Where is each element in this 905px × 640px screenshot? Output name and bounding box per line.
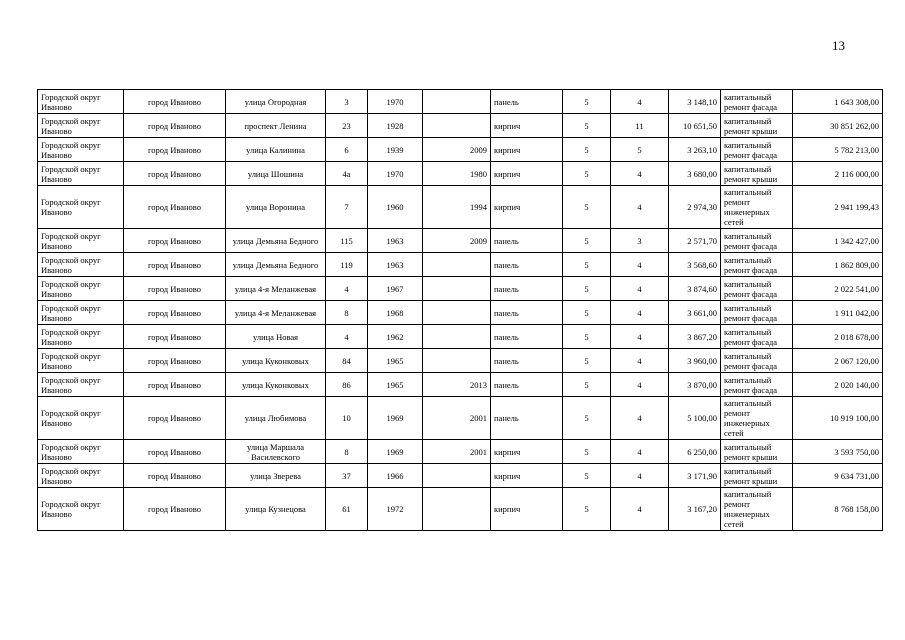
entrances-cell: 4 bbox=[611, 464, 669, 488]
area-cell: 3 167,20 bbox=[669, 488, 721, 531]
city-cell: город Иваново bbox=[124, 397, 226, 440]
district-cell: Городской округ Иваново bbox=[38, 397, 124, 440]
last-repair-year-cell bbox=[423, 90, 491, 114]
street-cell: улица 4-я Меланжевая bbox=[226, 301, 326, 325]
cost-cell: 2 020 140,00 bbox=[793, 373, 883, 397]
repair-type-cell: капитальный ремонт фасада bbox=[721, 253, 793, 277]
table-row bbox=[38, 488, 883, 531]
district-cell: Городской округ Иваново bbox=[38, 373, 124, 397]
entrances-cell: 4 bbox=[611, 253, 669, 277]
wall-material-cell: панель bbox=[491, 253, 563, 277]
wall-material-cell: кирпич bbox=[491, 488, 563, 531]
last-repair-year-cell: 2009 bbox=[423, 138, 491, 162]
repair-type-cell: капитальный ремонт фасада bbox=[721, 325, 793, 349]
cost-cell: 3 593 750,00 bbox=[793, 440, 883, 464]
floors-cell: 5 bbox=[563, 349, 611, 373]
area-cell: 3 148,10 bbox=[669, 90, 721, 114]
house-number-cell: 37 bbox=[326, 464, 368, 488]
floors-cell: 5 bbox=[563, 253, 611, 277]
street-cell: улица Демьяна Бедного bbox=[226, 253, 326, 277]
city-cell: город Иваново bbox=[124, 229, 226, 253]
district-cell: Городской округ Иваново bbox=[38, 186, 124, 229]
entrances-cell: 11 bbox=[611, 114, 669, 138]
cost-cell: 2 941 199,43 bbox=[793, 186, 883, 229]
year-built-cell: 1963 bbox=[368, 229, 423, 253]
table-row bbox=[38, 440, 883, 464]
last-repair-year-cell bbox=[423, 349, 491, 373]
city-cell: город Иваново bbox=[124, 277, 226, 301]
city-cell: город Иваново bbox=[124, 349, 226, 373]
last-repair-year-cell bbox=[423, 277, 491, 301]
repair-type-cell: капитальный ремонт крыши bbox=[721, 440, 793, 464]
street-cell: улица Зверева bbox=[226, 464, 326, 488]
repair-type-cell: капитальный ремонт инженерных сетей bbox=[721, 488, 793, 531]
district-cell: Городской округ Иваново bbox=[38, 325, 124, 349]
cost-cell: 30 851 262,00 bbox=[793, 114, 883, 138]
table-row bbox=[38, 253, 883, 277]
house-number-cell: 61 bbox=[326, 488, 368, 531]
street-cell: улица Маршала Василевского bbox=[226, 440, 326, 464]
last-repair-year-cell bbox=[423, 301, 491, 325]
house-number-cell: 4 bbox=[326, 325, 368, 349]
street-cell: улица Куконковых bbox=[226, 373, 326, 397]
wall-material-cell: кирпич bbox=[491, 440, 563, 464]
city-cell: город Иваново bbox=[124, 253, 226, 277]
district-cell: Городской округ Иваново bbox=[38, 349, 124, 373]
floors-cell: 5 bbox=[563, 90, 611, 114]
table-row bbox=[38, 325, 883, 349]
year-built-cell: 1968 bbox=[368, 301, 423, 325]
repair-type-cell: капитальный ремонт инженерных сетей bbox=[721, 397, 793, 440]
repair-type-cell: капитальный ремонт крыши bbox=[721, 114, 793, 138]
city-cell: город Иваново bbox=[124, 90, 226, 114]
city-cell: город Иваново bbox=[124, 162, 226, 186]
cost-cell: 2 067 120,00 bbox=[793, 349, 883, 373]
last-repair-year-cell bbox=[423, 464, 491, 488]
year-built-cell: 1963 bbox=[368, 253, 423, 277]
repair-type-cell: капитальный ремонт фасада bbox=[721, 373, 793, 397]
city-cell: город Иваново bbox=[124, 114, 226, 138]
area-cell: 3 171,90 bbox=[669, 464, 721, 488]
year-built-cell: 1965 bbox=[368, 373, 423, 397]
repair-type-cell: капитальный ремонт фасада bbox=[721, 90, 793, 114]
table-row bbox=[38, 397, 883, 440]
entrances-cell: 4 bbox=[611, 277, 669, 301]
cost-cell: 1 643 308,00 bbox=[793, 90, 883, 114]
floors-cell: 5 bbox=[563, 114, 611, 138]
entrances-cell: 4 bbox=[611, 397, 669, 440]
house-number-cell: 8 bbox=[326, 440, 368, 464]
house-number-cell: 86 bbox=[326, 373, 368, 397]
wall-material-cell: панель bbox=[491, 397, 563, 440]
table-row bbox=[38, 301, 883, 325]
wall-material-cell: панель bbox=[491, 301, 563, 325]
district-cell: Городской округ Иваново bbox=[38, 253, 124, 277]
house-number-cell: 23 bbox=[326, 114, 368, 138]
cost-cell: 1 862 809,00 bbox=[793, 253, 883, 277]
table-row bbox=[38, 162, 883, 186]
cost-cell: 2 116 000,00 bbox=[793, 162, 883, 186]
street-cell: улица Демьяна Бедного bbox=[226, 229, 326, 253]
year-built-cell: 1960 bbox=[368, 186, 423, 229]
repair-type-cell: капитальный ремонт фасада bbox=[721, 138, 793, 162]
table-row bbox=[38, 90, 883, 114]
wall-material-cell: панель bbox=[491, 325, 563, 349]
cost-cell: 1 911 042,00 bbox=[793, 301, 883, 325]
house-number-cell: 3 bbox=[326, 90, 368, 114]
area-cell: 3 874,60 bbox=[669, 277, 721, 301]
district-cell: Городской округ Иваново bbox=[38, 277, 124, 301]
area-cell: 3 568,60 bbox=[669, 253, 721, 277]
last-repair-year-cell bbox=[423, 114, 491, 138]
year-built-cell: 1928 bbox=[368, 114, 423, 138]
floors-cell: 5 bbox=[563, 464, 611, 488]
year-built-cell: 1969 bbox=[368, 440, 423, 464]
entrances-cell: 4 bbox=[611, 325, 669, 349]
cost-cell: 8 768 158,00 bbox=[793, 488, 883, 531]
city-cell: город Иваново bbox=[124, 186, 226, 229]
last-repair-year-cell bbox=[423, 253, 491, 277]
street-cell: улица Воронина bbox=[226, 186, 326, 229]
table-row bbox=[38, 186, 883, 229]
floors-cell: 5 bbox=[563, 186, 611, 229]
housing-repair-table bbox=[37, 89, 883, 531]
house-number-cell: 119 bbox=[326, 253, 368, 277]
entrances-cell: 4 bbox=[611, 162, 669, 186]
repair-type-cell: капитальный ремонт фасада bbox=[721, 349, 793, 373]
last-repair-year-cell: 2001 bbox=[423, 397, 491, 440]
area-cell: 3 263,10 bbox=[669, 138, 721, 162]
street-cell: проспект Ленина bbox=[226, 114, 326, 138]
table-row bbox=[38, 373, 883, 397]
last-repair-year-cell bbox=[423, 325, 491, 349]
floors-cell: 5 bbox=[563, 162, 611, 186]
area-cell: 10 651,50 bbox=[669, 114, 721, 138]
table-row bbox=[38, 277, 883, 301]
street-cell: улица Любимова bbox=[226, 397, 326, 440]
year-built-cell: 1966 bbox=[368, 464, 423, 488]
floors-cell: 5 bbox=[563, 277, 611, 301]
entrances-cell: 3 bbox=[611, 229, 669, 253]
area-cell: 3 680,00 bbox=[669, 162, 721, 186]
table-row bbox=[38, 138, 883, 162]
city-cell: город Иваново bbox=[124, 325, 226, 349]
entrances-cell: 5 bbox=[611, 138, 669, 162]
entrances-cell: 4 bbox=[611, 488, 669, 531]
street-cell: улица 4-я Меланжевая bbox=[226, 277, 326, 301]
floors-cell: 5 bbox=[563, 138, 611, 162]
repair-type-cell: капитальный ремонт крыши bbox=[721, 464, 793, 488]
city-cell: город Иваново bbox=[124, 488, 226, 531]
floors-cell: 5 bbox=[563, 301, 611, 325]
city-cell: город Иваново bbox=[124, 301, 226, 325]
wall-material-cell: панель bbox=[491, 90, 563, 114]
city-cell: город Иваново bbox=[124, 138, 226, 162]
last-repair-year-cell: 2001 bbox=[423, 440, 491, 464]
area-cell: 3 960,00 bbox=[669, 349, 721, 373]
wall-material-cell: кирпич bbox=[491, 464, 563, 488]
page-number: 13 bbox=[832, 38, 845, 53]
repair-type-cell: капитальный ремонт фасада bbox=[721, 277, 793, 301]
repair-type-cell: капитальный ремонт фасада bbox=[721, 301, 793, 325]
repair-type-cell: капитальный ремонт инженерных сетей bbox=[721, 186, 793, 229]
floors-cell: 5 bbox=[563, 488, 611, 531]
house-number-cell: 115 bbox=[326, 229, 368, 253]
area-cell: 3 867,20 bbox=[669, 325, 721, 349]
last-repair-year-cell bbox=[423, 488, 491, 531]
area-cell: 2 974,30 bbox=[669, 186, 721, 229]
wall-material-cell: кирпич bbox=[491, 162, 563, 186]
house-number-cell: 6 bbox=[326, 138, 368, 162]
last-repair-year-cell: 1980 bbox=[423, 162, 491, 186]
wall-material-cell: кирпич bbox=[491, 114, 563, 138]
street-cell: улица Куконковых bbox=[226, 349, 326, 373]
city-cell: город Иваново bbox=[124, 464, 226, 488]
year-built-cell: 1962 bbox=[368, 325, 423, 349]
year-built-cell: 1969 bbox=[368, 397, 423, 440]
area-cell: 2 571,70 bbox=[669, 229, 721, 253]
house-number-cell: 7 bbox=[326, 186, 368, 229]
district-cell: Городской округ Иваново bbox=[38, 301, 124, 325]
street-cell: улица Новая bbox=[226, 325, 326, 349]
floors-cell: 5 bbox=[563, 229, 611, 253]
wall-material-cell: кирпич bbox=[491, 138, 563, 162]
city-cell: город Иваново bbox=[124, 440, 226, 464]
floors-cell: 5 bbox=[563, 440, 611, 464]
floors-cell: 5 bbox=[563, 373, 611, 397]
year-built-cell: 1939 bbox=[368, 138, 423, 162]
wall-material-cell: панель bbox=[491, 229, 563, 253]
floors-cell: 5 bbox=[563, 397, 611, 440]
last-repair-year-cell: 1994 bbox=[423, 186, 491, 229]
entrances-cell: 4 bbox=[611, 301, 669, 325]
entrances-cell: 4 bbox=[611, 349, 669, 373]
repair-type-cell: капитальный ремонт фасада bbox=[721, 229, 793, 253]
year-built-cell: 1970 bbox=[368, 162, 423, 186]
entrances-cell: 4 bbox=[611, 373, 669, 397]
area-cell: 3 661,00 bbox=[669, 301, 721, 325]
repair-type-cell: капитальный ремонт крыши bbox=[721, 162, 793, 186]
city-cell: город Иваново bbox=[124, 373, 226, 397]
house-number-cell: 84 bbox=[326, 349, 368, 373]
wall-material-cell: панель bbox=[491, 349, 563, 373]
year-built-cell: 1967 bbox=[368, 277, 423, 301]
area-cell: 6 250,00 bbox=[669, 440, 721, 464]
cost-cell: 2 022 541,00 bbox=[793, 277, 883, 301]
house-number-cell: 8 bbox=[326, 301, 368, 325]
house-number-cell: 4 bbox=[326, 277, 368, 301]
table-row bbox=[38, 114, 883, 138]
district-cell: Городской округ Иваново bbox=[38, 464, 124, 488]
year-built-cell: 1965 bbox=[368, 349, 423, 373]
cost-cell: 5 782 213,00 bbox=[793, 138, 883, 162]
entrances-cell: 4 bbox=[611, 186, 669, 229]
district-cell: Городской округ Иваново bbox=[38, 138, 124, 162]
street-cell: улица Кузнецова bbox=[226, 488, 326, 531]
area-cell: 3 870,00 bbox=[669, 373, 721, 397]
floors-cell: 5 bbox=[563, 325, 611, 349]
year-built-cell: 1972 bbox=[368, 488, 423, 531]
year-built-cell: 1970 bbox=[368, 90, 423, 114]
cost-cell: 2 018 678,00 bbox=[793, 325, 883, 349]
district-cell: Городской округ Иваново bbox=[38, 162, 124, 186]
wall-material-cell: панель bbox=[491, 277, 563, 301]
street-cell: улица Калинина bbox=[226, 138, 326, 162]
table-row bbox=[38, 229, 883, 253]
area-cell: 5 100,00 bbox=[669, 397, 721, 440]
district-cell: Городской округ Иваново bbox=[38, 114, 124, 138]
last-repair-year-cell: 2013 bbox=[423, 373, 491, 397]
street-cell: улица Огородная bbox=[226, 90, 326, 114]
table-row bbox=[38, 464, 883, 488]
cost-cell: 1 342 427,00 bbox=[793, 229, 883, 253]
district-cell: Городской округ Иваново bbox=[38, 90, 124, 114]
last-repair-year-cell: 2009 bbox=[423, 229, 491, 253]
district-cell: Городской округ Иваново bbox=[38, 488, 124, 531]
district-cell: Городской округ Иваново bbox=[38, 440, 124, 464]
wall-material-cell: панель bbox=[491, 373, 563, 397]
house-number-cell: 4а bbox=[326, 162, 368, 186]
house-number-cell: 10 bbox=[326, 397, 368, 440]
cost-cell: 9 634 731,00 bbox=[793, 464, 883, 488]
entrances-cell: 4 bbox=[611, 440, 669, 464]
wall-material-cell: кирпич bbox=[491, 186, 563, 229]
street-cell: улица Шошина bbox=[226, 162, 326, 186]
table-row bbox=[38, 349, 883, 373]
cost-cell: 10 919 100,00 bbox=[793, 397, 883, 440]
district-cell: Городской округ Иваново bbox=[38, 229, 124, 253]
entrances-cell: 4 bbox=[611, 90, 669, 114]
